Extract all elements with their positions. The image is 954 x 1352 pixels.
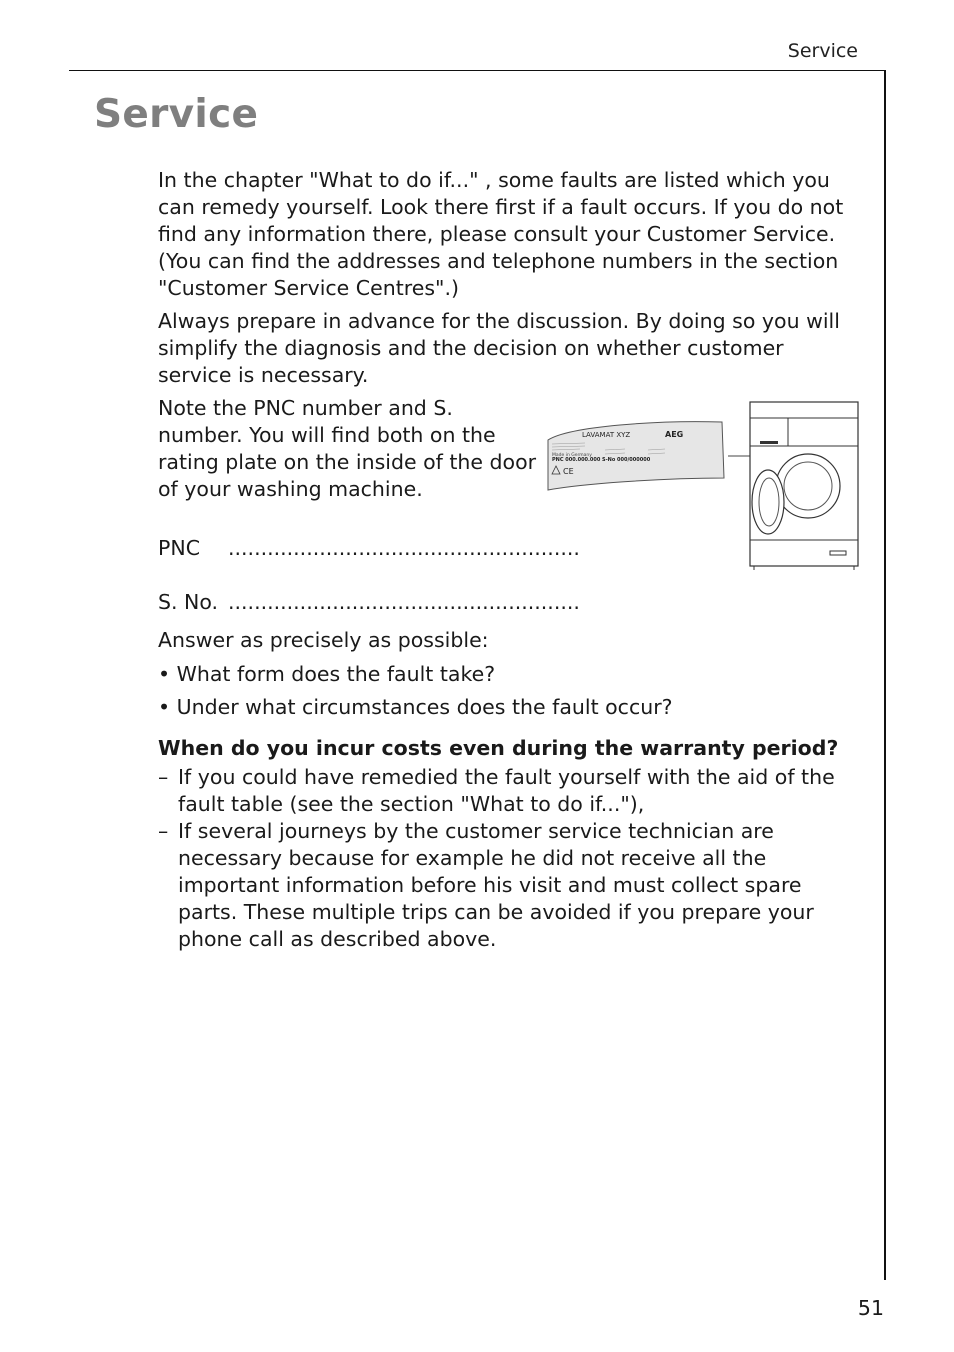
intro-paragraph: In the chapter "What to do if..." , some faults are listed which you can remedy yourself. Look there first if a fault occurs. If you do not find any information there, please consult your Customer Service. (You can find the addresses and telephone numbers in the section "Customer Service Centres".): [158, 168, 844, 300]
sno-dots: ......................................................: [228, 590, 580, 614]
plate-pnc: PNC 000.000.000: [552, 457, 601, 463]
dash-marker: –: [158, 819, 169, 843]
warranty-item-text: If you could have remedied the fault yourself with the aid of the fault table (see the section "What to do if..."),: [178, 765, 835, 816]
sno-field: [158, 589, 580, 616]
plate-sno: S-No 000/000000: [602, 457, 651, 463]
warranty-item-text: If several journeys by the customer service technician are necessary because for example he did not receive all the important information before his visit and must collect spare parts. These multiple trips can be avoided if you prepare your phone call as described above.: [178, 819, 814, 951]
pnc-label: PNC: [158, 536, 201, 560]
washing-machine: [750, 402, 858, 570]
rating-plate: [548, 422, 724, 490]
running-head: Service: [787, 40, 858, 62]
bullet-item: • What form does the fault take?: [158, 662, 496, 686]
warranty-item: [158, 818, 863, 953]
plate-made-in: Made in Germany: [552, 453, 592, 458]
side-rule: [884, 70, 886, 1280]
sno-label: S. No.: [158, 590, 219, 614]
bullet-item: • Under what circumstances does the fault occur?: [158, 695, 673, 719]
rating-plate-illustration: [540, 398, 862, 570]
answer-intro: Answer as precisely as possible:: [158, 628, 489, 652]
dash-marker: –: [158, 765, 169, 789]
page-number: 51: [857, 1296, 884, 1320]
pnc-dots: ......................................................: [228, 536, 580, 560]
plate-model: LAVAMAT XYZ: [582, 431, 631, 439]
top-rule: [69, 70, 886, 71]
warranty-item: [158, 764, 863, 818]
pnc-field: [158, 535, 580, 562]
note-paragraph: Note the PNC number and S. number. You will find both on the rating plate on the inside of the door of your washing machine.: [158, 396, 537, 501]
warranty-heading: When do you incur costs even during the warranty period?: [158, 736, 839, 760]
page-title: Service: [94, 92, 259, 137]
plate-brand: AEG: [665, 430, 684, 439]
prepare-paragraph: Always prepare in advance for the discussion. By doing so you will simplify the diagnosis and the decision on whether customer service is necessary.: [158, 309, 840, 387]
ce-mark: CE: [563, 467, 574, 476]
